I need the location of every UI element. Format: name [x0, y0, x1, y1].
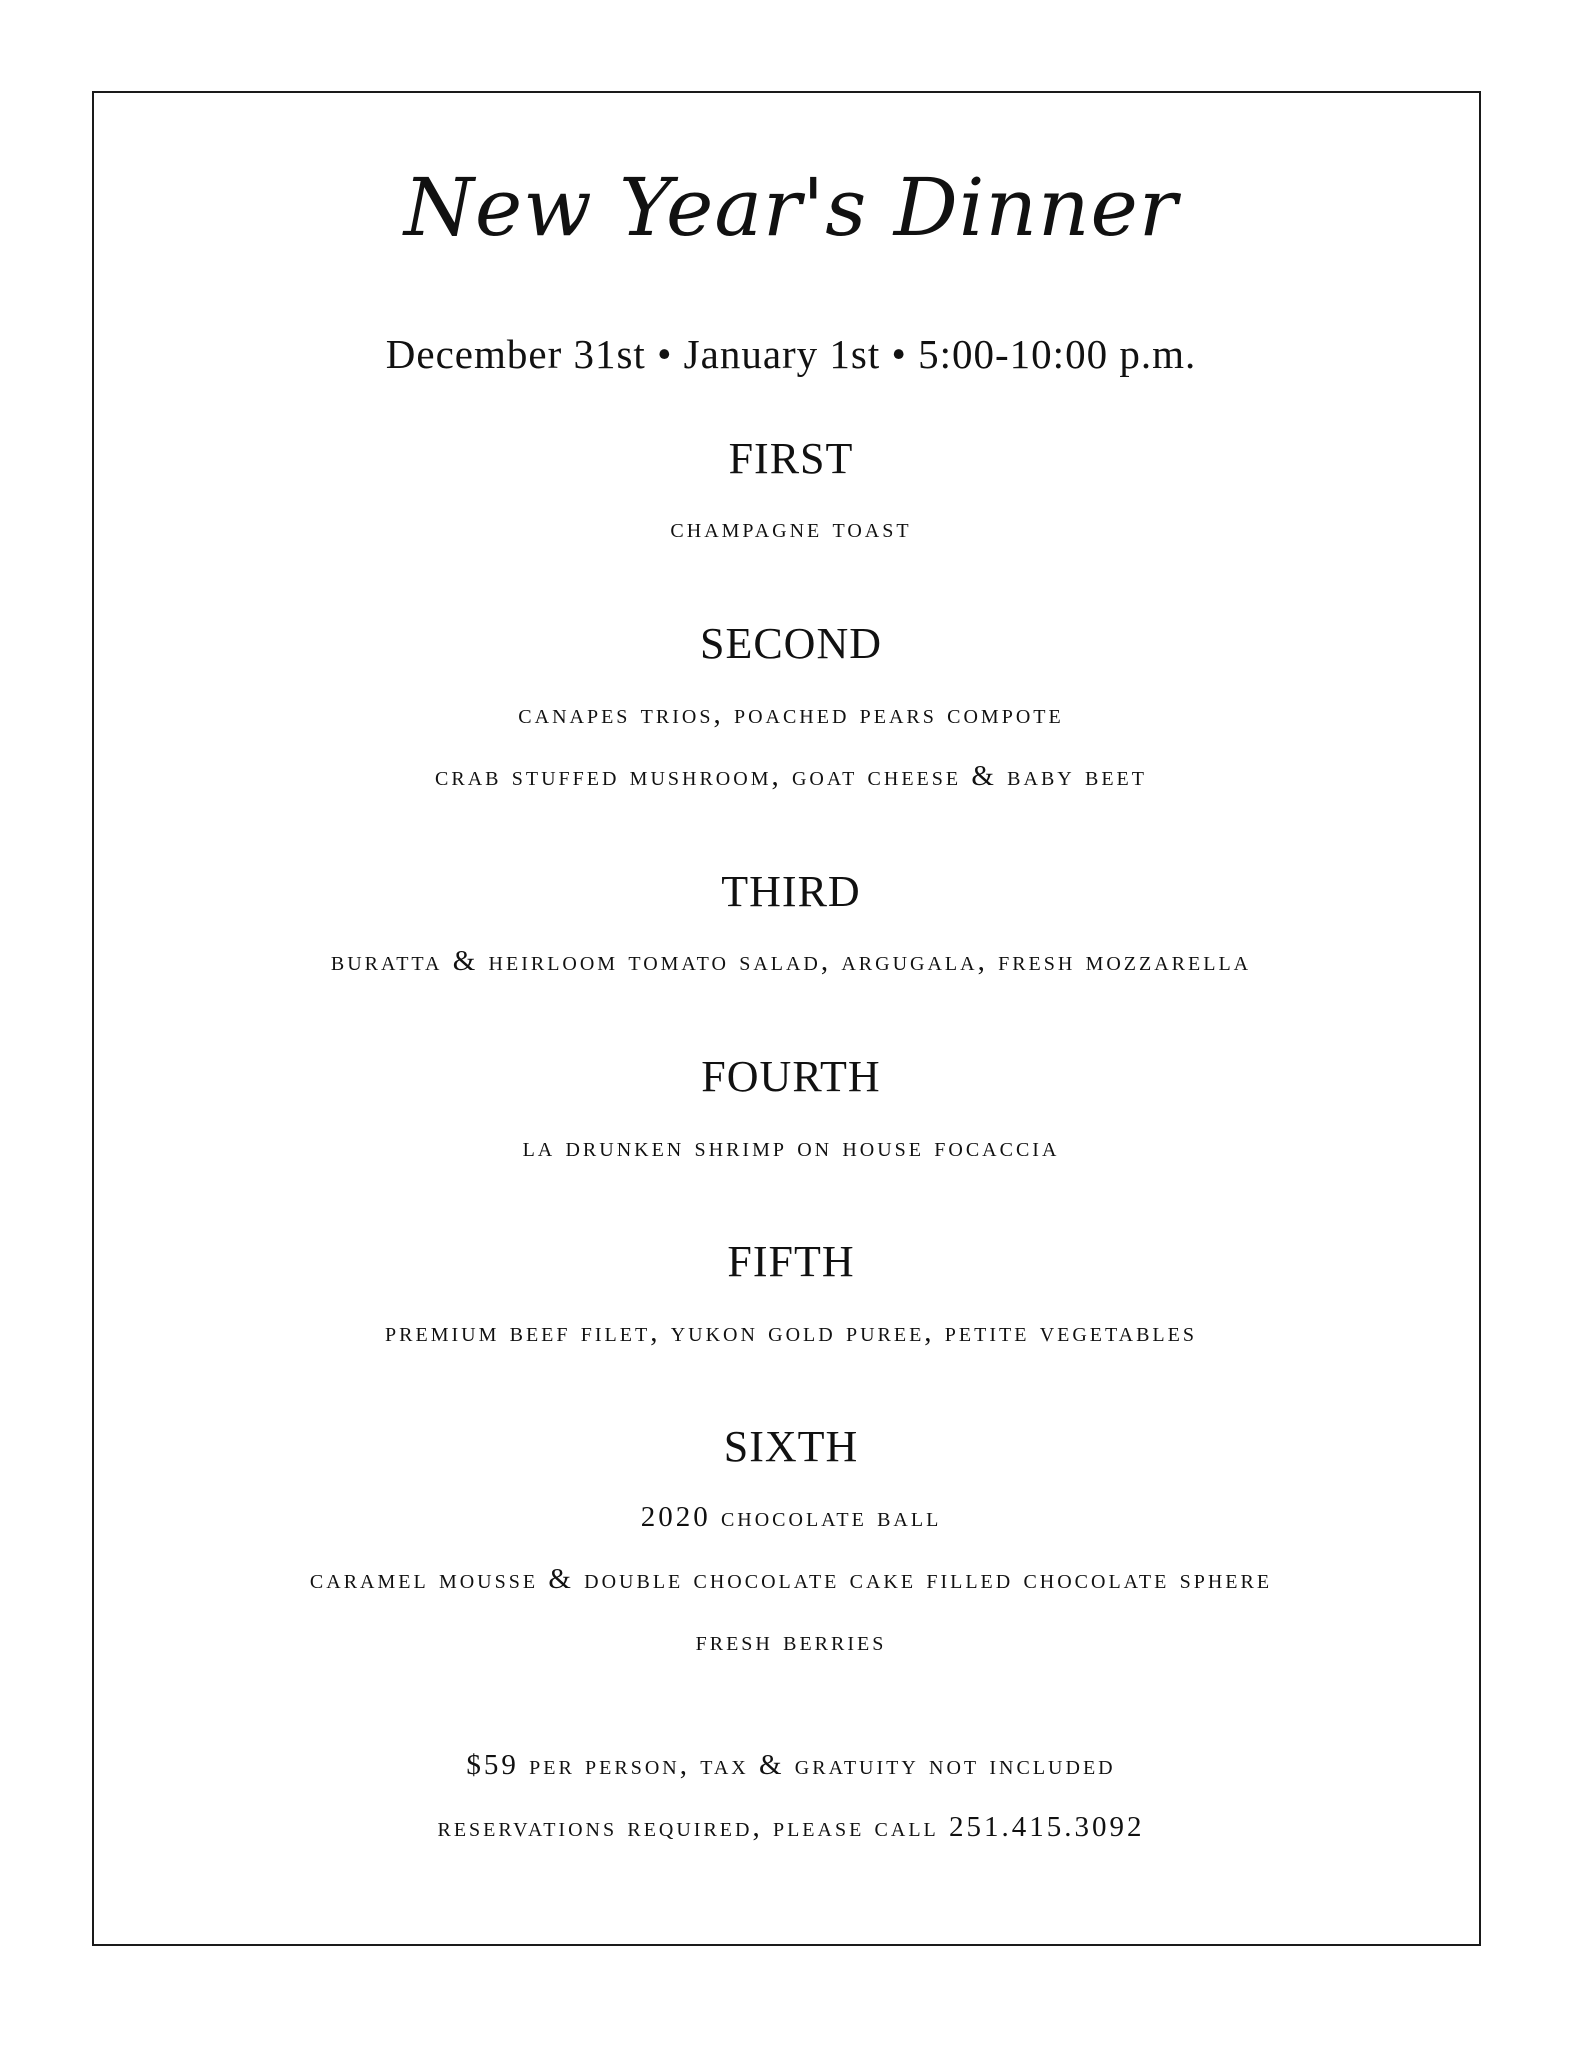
course-heading-fifth: FIFTH [727, 1237, 855, 1286]
price-note: $59 per person, tax & gratuity not included [466, 1749, 1116, 1781]
course-item: premium beef filet, yukon gold puree, petite vegetables [385, 1316, 1197, 1348]
course-heading-first: FIRST [728, 434, 854, 483]
menu-title: New Year's Dinner [403, 161, 1179, 254]
course-item: 2020 chocolate ball [640, 1501, 942, 1533]
course-item: fresh berries [695, 1625, 887, 1657]
course-item: la drunken shrimp on house focaccia [522, 1131, 1060, 1163]
course-item: buratta & heirloom tomato salad, argugala, fresh mozzarella [330, 945, 1252, 977]
course-heading-fourth: FOURTH [701, 1052, 881, 1101]
course-item: champagne toast [670, 512, 912, 544]
course-item: caramel mousse & double chocolate cake filled chocolate sphere [309, 1563, 1273, 1595]
course-item: canapes trios, poached pears compote [518, 698, 1064, 730]
event-date-line: December 31st • January 1st • 5:00-10:00 p.m. [385, 331, 1197, 377]
course-item: crab stuffed mushroom, goat cheese & baby beet [435, 760, 1147, 792]
reservation-note: reservations required, please call 251.415.3092 [437, 1811, 1145, 1843]
course-heading-second: SECOND [699, 619, 883, 668]
course-heading-sixth: SIXTH [723, 1422, 859, 1471]
course-heading-third: THIRD [721, 867, 861, 916]
